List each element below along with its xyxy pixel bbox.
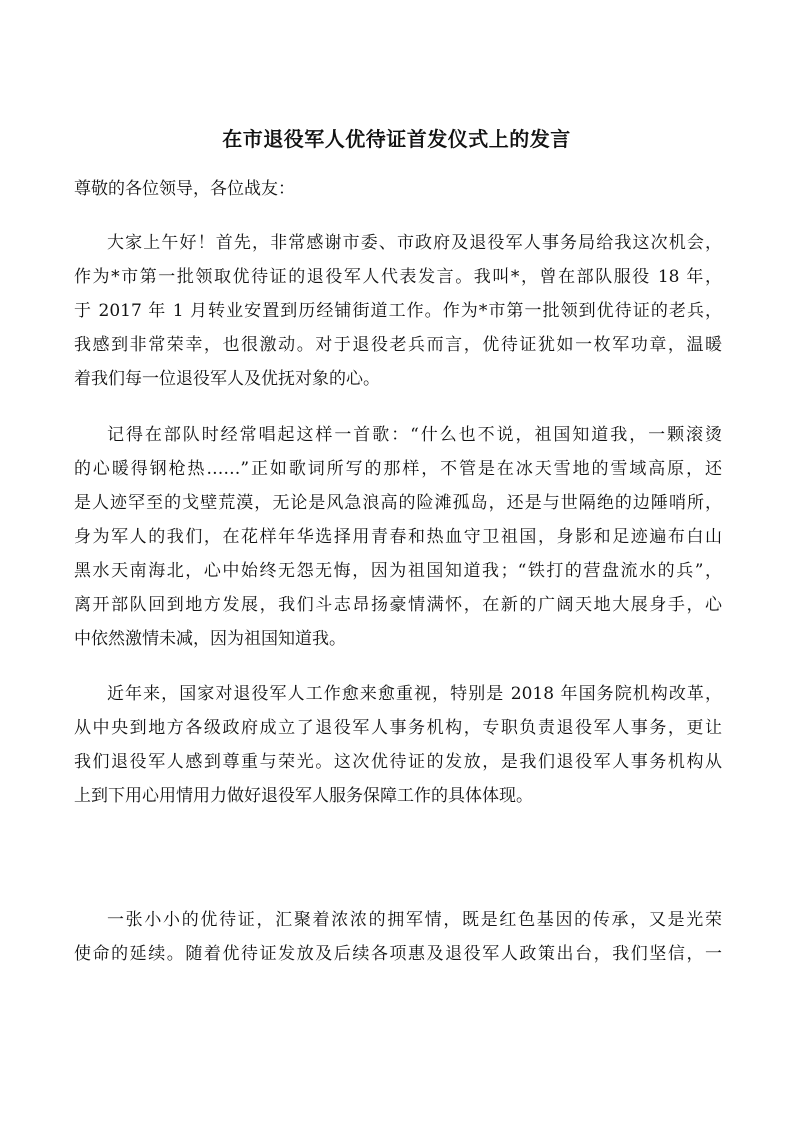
paragraph-line: 离开部队回到地方发展，我们斗志昂扬豪情满怀，在新的广阔天地大展身手，心: [74, 595, 722, 615]
paragraph-line: 着我们每一位退役军人及优抚对象的心。: [74, 369, 380, 389]
salutation: 尊敬的各位领导，各位战友：: [74, 179, 295, 199]
paragraph-line: 黑水天南海北，心中始终无怨无悔，因为祖国知道我；“铁打的营盘流水的兵”，: [74, 561, 722, 581]
paragraph-line: 从中央到地方各级政府成立了退役军人事务机构，专职负责退役军人事务，更让: [74, 718, 722, 738]
paragraph-line: 我们退役军人感到尊重与荣光。这次优待证的发放，是我们退役军人事务机构从: [74, 752, 722, 772]
paragraph-line: 上到下用心用情用力做好退役军人服务保障工作的具体体现。: [74, 786, 533, 806]
paragraph-line: 使命的延续。随着优待证发放及后续各项惠及退役军人政策出台，我们坚信，一: [74, 944, 722, 964]
paragraph-line: 记得在部队时经常唱起这样一首歌：“什么也不说，祖国知道我，一颗滚烫: [107, 425, 722, 445]
paragraph-line: 于 2017 年 1 月转业安置到历经铺街道工作。作为*市第一批领到优待证的老兵，: [74, 301, 722, 321]
paragraph-line: 大家上午好！首先，非常感谢市委、市政府及退役军人事务局给我这次机会，: [107, 233, 722, 253]
paragraph-line: 中依然激情未减，因为祖国知道我。: [74, 629, 346, 649]
paragraph-line: 是人迹罕至的戈壁荒漠，无论是风急浪高的险滩孤岛，还是与世隔绝的边陲哨所，: [74, 493, 722, 513]
document-title: 在市退役军人优待证首发仪式上的发言: [222, 127, 571, 151]
paragraph-line: 作为*市第一批领取优待证的退役军人代表发言。我叫*，曾在部队服役 18 年，: [74, 267, 722, 287]
paragraph-2: [74, 418, 722, 656]
paragraph-line: 我感到非常荣幸，也很激动。对于退役老兵而言，优待证犹如一枚军功章，温暖: [74, 335, 722, 355]
paragraph-line: 的心暖得钢枪热……”正如歌词所写的那样，不管是在冰天雪地的雪域高原，还: [74, 459, 722, 479]
paragraph-line: 身为军人的我们，在花样年华选择用青春和热血守卫祖国，身影和足迹遍布白山: [74, 527, 722, 547]
paragraph-line: 一张小小的优待证，汇聚着浓浓的拥军情，既是红色基因的传承，又是光荣: [107, 910, 722, 930]
paragraph-3: [74, 677, 722, 813]
paragraph-1: [74, 226, 722, 396]
paragraph-line: 近年来，国家对退役军人工作愈来愈重视，特别是 2018 年国务院机构改革，: [107, 684, 722, 704]
paragraph-4: [74, 903, 722, 971]
